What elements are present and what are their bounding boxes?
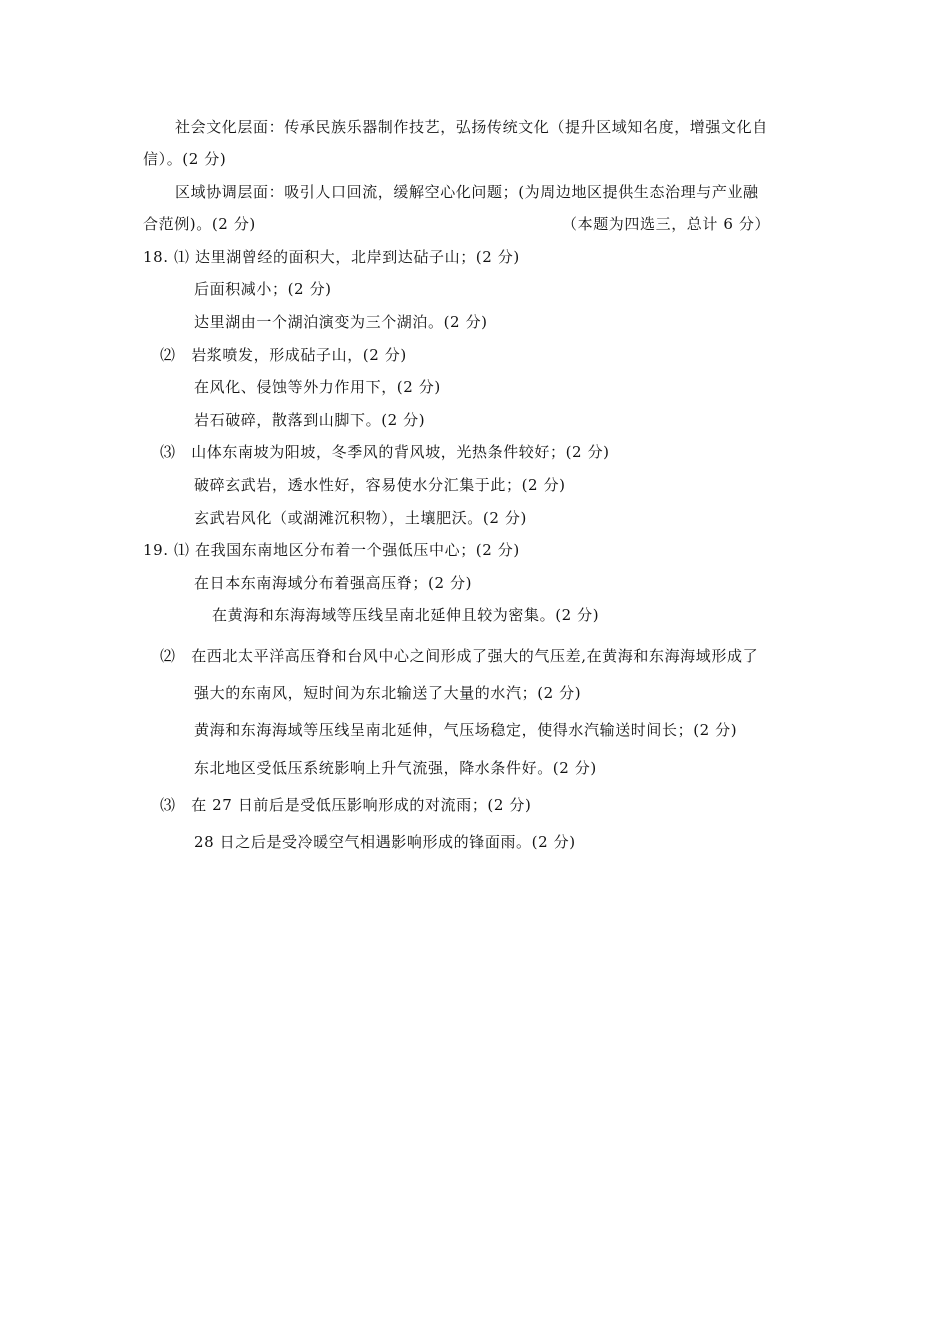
q18-part1-line2: 后面积减小；(2 分) <box>194 280 332 298</box>
q18-part2-line2: 在风化、侵蚀等外力作用下，(2 分) <box>194 378 441 396</box>
q18-part3-line3: 玄武岩风化（或湖滩沉积物），土壤肥沃。(2 分) <box>194 509 527 527</box>
q18-part2-line3: 岩石破碎，散落到山脚下。(2 分) <box>194 411 426 429</box>
q19-part3-line1: ⑶ 在 27 日前后是受低压影响形成的对流雨；(2 分) <box>160 796 532 814</box>
q19-part2-line1: ⑵ 在西北太平洋高压脊和台风中心之间形成了强大的气压差,在黄海和东海海域形成了 <box>160 647 759 665</box>
score-note: （本题为四选三，总计 6 分） <box>562 215 771 233</box>
q19-part2-line4: 东北地区受低压系统影响上升气流强，降水条件好。(2 分) <box>194 759 597 777</box>
q18-part1-line1: 18. ⑴ 达里湖曾经的面积大，北岸到达砧子山；(2 分) <box>143 248 520 266</box>
q18-part2-line1: ⑵ 岩浆喷发，形成砧子山，(2 分) <box>160 346 407 364</box>
q19-part3-line2: 28 日之后是受冷暖空气相遇影响形成的锋面雨。(2 分) <box>194 833 576 851</box>
q18-part3-line1: ⑶ 山体东南坡为阳坡，冬季风的背风坡，光热条件较好；(2 分) <box>160 443 610 461</box>
social-culture-line-1: 社会文化层面：传承民族乐器制作技艺，弘扬传统文化（提升区域知名度，增强文化自 <box>175 118 768 136</box>
regional-coordination-line-2: 合范例)。(2 分) <box>143 215 256 233</box>
q19-part2-line3: 黄海和东海海域等压线呈南北延伸，气压场稳定，使得水汽输送时间长；(2 分) <box>194 721 738 739</box>
q19-part1-line3: 在黄海和东海海域等压线呈南北延伸且较为密集。(2 分) <box>212 606 600 624</box>
q19-part1-line2: 在日本东南海域分布着强高压脊；(2 分) <box>194 574 473 592</box>
q18-part1-line3: 达里湖由一个湖泊演变为三个湖泊。(2 分) <box>194 313 488 331</box>
q19-part1-line1: 19. ⑴ 在我国东南地区分布着一个强低压中心；(2 分) <box>143 541 520 559</box>
q18-part3-line2: 破碎玄武岩，透水性好，容易使水分汇集于此；(2 分) <box>194 476 566 494</box>
regional-coordination-line-1: 区域协调层面：吸引人口回流，缓解空心化问题；(为周边地区提供生态治理与产业融 <box>175 183 759 201</box>
social-culture-line-2: 信）。(2 分) <box>143 150 227 168</box>
q19-part2-line2: 强大的东南风，短时间为东北输送了大量的水汽；(2 分) <box>194 684 582 702</box>
